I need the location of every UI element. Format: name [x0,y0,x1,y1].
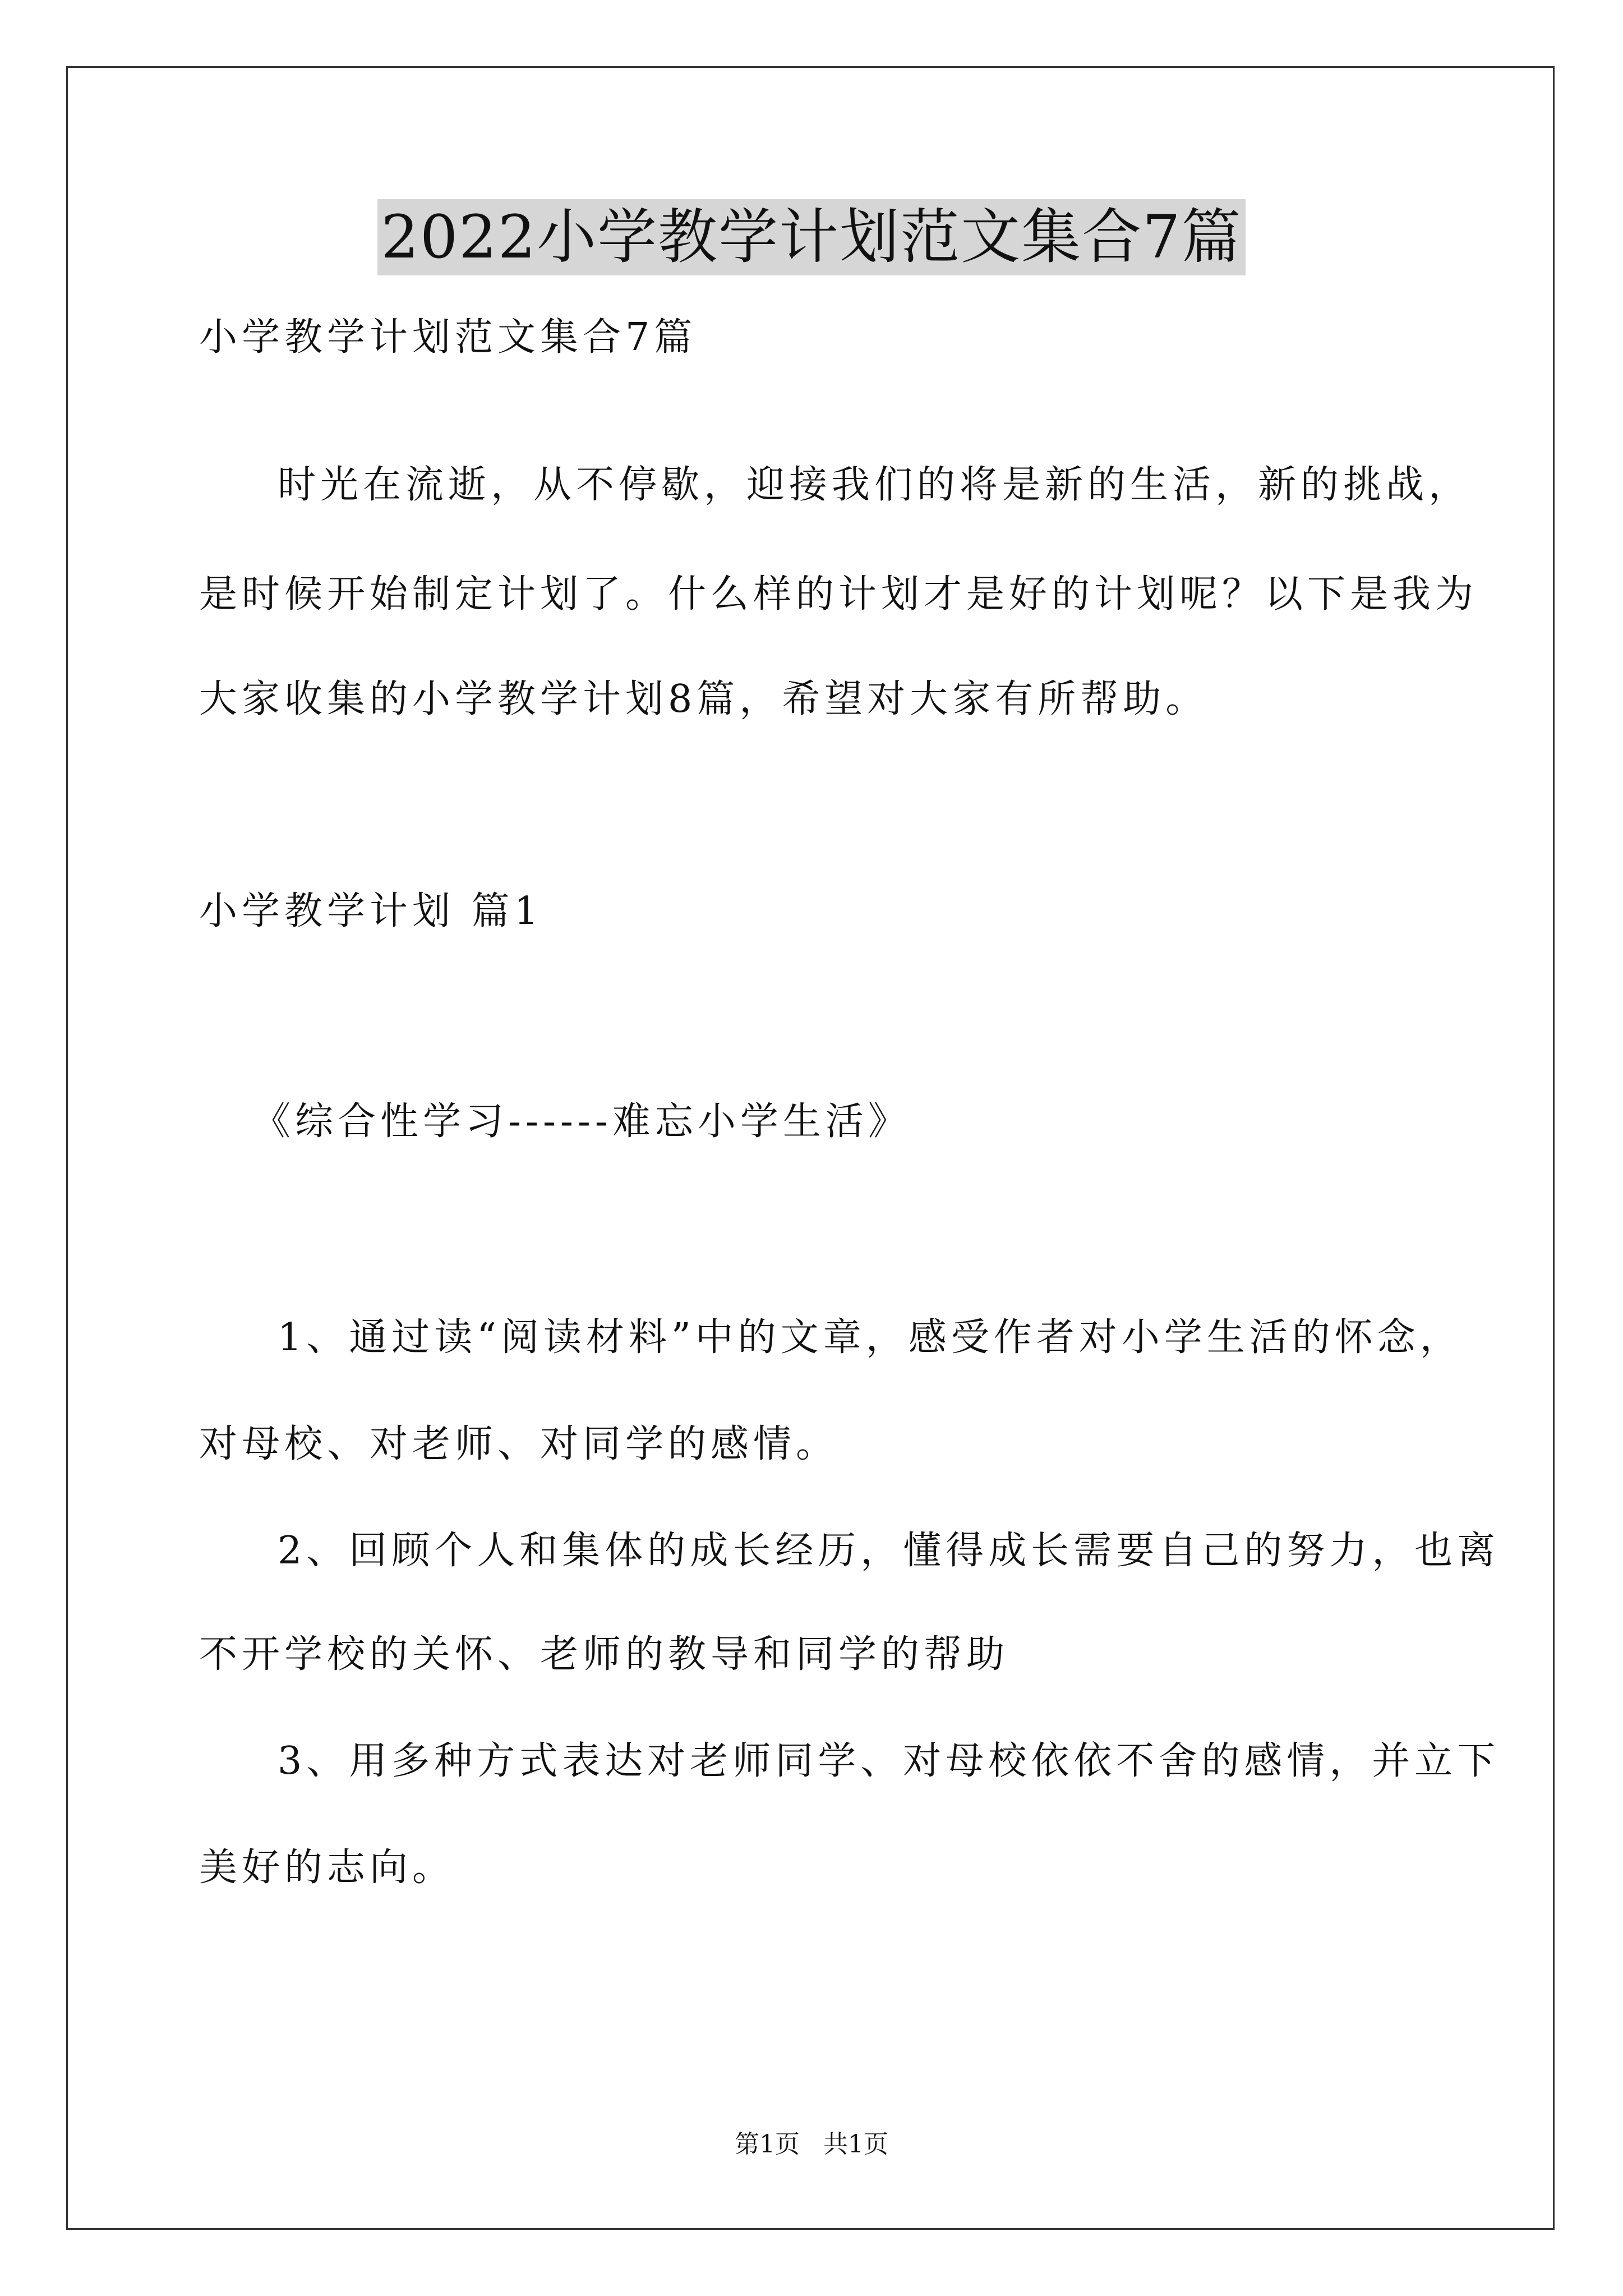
item-3-line-2: 美好的志向。 [199,1846,455,1890]
page-border [66,66,1555,2230]
item-1-line-2: 对母校、对老师、对同学的感情。 [199,1422,839,1466]
lesson-title: 《综合性学习------难忘小学生活》 [252,1099,911,1144]
intro-line-2: 是时候开始制定计划了。什么样的计划才是好的计划呢？以下是我为 [199,572,1478,616]
item-1-line-1: 1、通过读“阅读材料”中的文章，感受作者对小学生活的怀念， [278,1315,1463,1360]
document-subtitle: 小学教学计划范文集合7篇 [199,315,697,360]
item-3-line-1: 3、用多种方式表达对老师同学、对母校依依不舍的感情，并立下 [278,1739,1500,1783]
intro-line-1: 时光在流逝，从不停歇，迎接我们的将是新的生活，新的挑战， [278,463,1472,507]
section-heading: 小学教学计划 篇1 [199,889,543,933]
page-footer: 第1页 共1页 [735,2130,888,2159]
document-title: 2022小学教学计划范文集合7篇 [377,199,1245,275]
item-2-line-1: 2、回顾个人和集体的成长经历，懂得成长需要自己的努力，也离 [278,1529,1500,1573]
item-2-line-2: 不开学校的关怀、老师的教导和同学的帮助 [199,1632,1009,1677]
title-container [0,199,1623,275]
intro-line-3: 大家收集的小学教学计划8篇，希望对大家有所帮助。 [199,677,1209,721]
